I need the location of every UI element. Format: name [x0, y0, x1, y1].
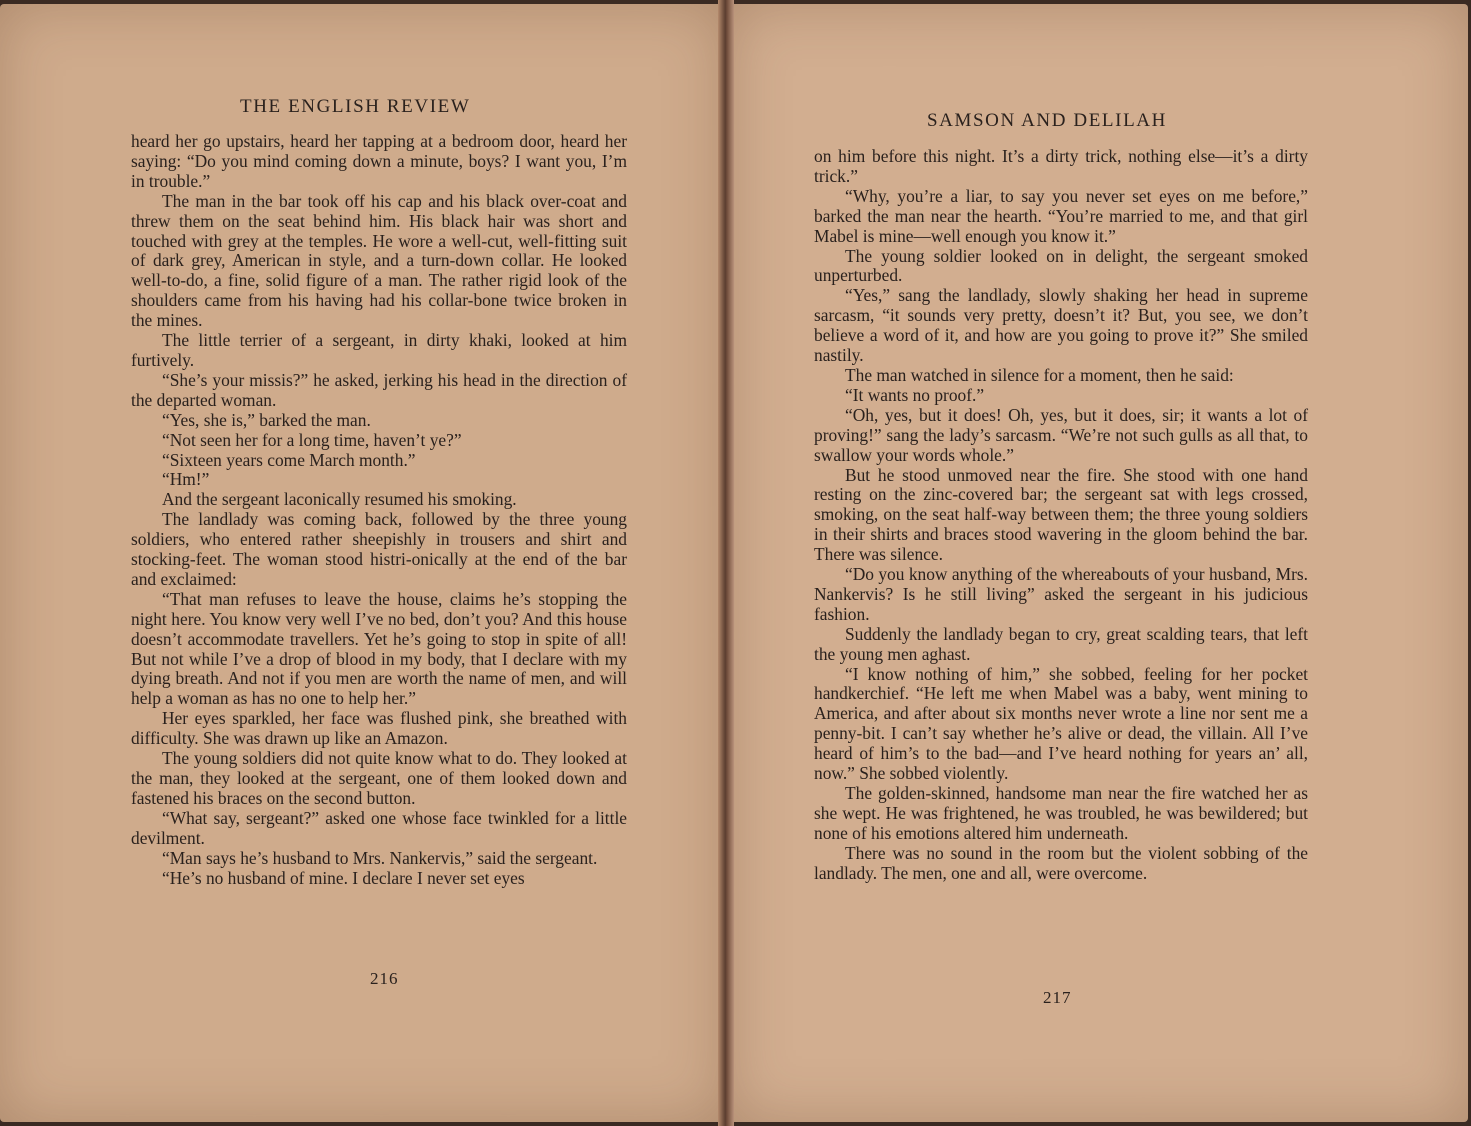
right-running-head: SAMSON AND DELILAH [927, 110, 1167, 131]
paragraph: “Yes, she is,” barked the man. [162, 409, 371, 430]
paragraph: “It wants no proof.” [845, 384, 985, 405]
paragraph: “Oh, yes, but it does! Oh, yes, but it does, sir; it wants a lot of proving!” sang the lady’s sarcasm. “We’re not such gulls as all that, to swallow your words whole.” [814, 404, 1308, 465]
paragraph: The young soldier looked on in delight, the sergeant smoked unperturbed. [814, 245, 1308, 286]
left-page-text [131, 132, 627, 888]
paragraph: The landlady was coming back, followed by the three young soldiers, who entered rather sheepishly in trousers and shirt and stocking-feet. The woman stood histri-onically at the end of the bar and exclaimed: [131, 509, 627, 589]
left-page-number: 216 [370, 969, 399, 988]
paragraph: The young soldiers did not quite know what to do. They looked at the man, they looked at the sergeant, one of them looked down and fastened his braces on the second button. [131, 748, 627, 808]
paragraph: The man in the bar took off his cap and his black over-coat and threw them on the seat behind him. His black hair was short and touched with grey at the temples. He wore a well-cut, well-fitting suit of dark grey, American in style, and a turn-down collar. He looked well-to-do, a fine, solid figure of a man. The rather rigid look of the shoulders came from his having had his collar-bone twice broken in the mines. [131, 190, 627, 331]
paragraph: heard her go upstairs, heard her tapping at a bedroom door, heard her saying: “Do you mind coming down a minute, boys? I want you, I’m in trouble.” [131, 131, 627, 191]
paragraph: The man watched in silence for a moment, then he said: [845, 364, 1234, 385]
paragraph: “That man refuses to leave the house, claims he’s stopping the night here. You know very well I’ve no bed, don’t you? And this house doesn’t accommodate travellers. Yet he’s going to stop in spite of all! But not while I’ve a drop of blood in my body, that I declare with my dying breath. And not if you men are worth the name of men, and will help a woman as has no one to help her.” [131, 588, 627, 709]
paragraph: “Sixteen years come March month.” [162, 449, 416, 470]
paragraph: The golden-skinned, handsome man near the fire watched her as she wept. He was frightened, he was troubled, he was bewildered; but none of his emotions altered him underneath. [814, 783, 1308, 843]
paragraph: on him before this night. It’s a dirty trick, nothing else—it’s a dirty trick.” [814, 146, 1308, 186]
paragraph: “Man says he’s husband to Mrs. Nankervis,” said the sergeant. [162, 847, 598, 868]
paragraph: “Not seen her for a long time, haven’t ye?” [162, 429, 462, 450]
right-page-text [814, 147, 1308, 884]
paragraph: “Hm!” [162, 469, 210, 490]
book-gutter [718, 0, 734, 1126]
paragraph: Her eyes sparkled, her face was flushed pink, she breathed with difficulty. She was drawn up like an Amazon. [131, 708, 627, 749]
paragraph: The little terrier of a sergeant, in dirty khaki, looked at him furtively. [131, 330, 627, 370]
paragraph: “Why, you’re a liar, to say you never set eyes on me before,” barked the man near the hearth. “You’re married to me, and that girl Mabel is mine—well enough you know it.” [814, 185, 1308, 246]
paragraph: “Yes,” sang the landlady, slowly shaking her head in supreme sarcasm, “it sounds very pretty, doesn’t it? But, you see, we don’t believe a word of it, and how are you going to prove it?” She smiled nastily. [814, 285, 1308, 366]
paragraph: “Do you know anything of the whereabouts of your husband, Mrs. Nankervis? Is he still living” asked the sergeant in his judicious fashion. [814, 564, 1308, 624]
left-running-head: THE ENGLISH REVIEW [240, 96, 471, 117]
paragraph: “She’s your missis?” he asked, jerking his head in the direction of the departed woman. [131, 369, 627, 410]
paragraph: “What say, sergeant?” asked one whose face twinkled for a little devilment. [131, 807, 627, 848]
left-page [0, 4, 724, 1122]
right-page [730, 4, 1468, 1122]
paragraph: “He’s no husband of mine. I declare I never set eyes [162, 867, 525, 888]
paragraph: But he stood unmoved near the fire. She stood with one hand resting on the zinc-covered bar; the sergeant sat with legs crossed, smoking, on the seat half-way between them; the three young soldiers in their shirts and braces stood wavering in the gloom behind the bar. There was silence. [814, 464, 1308, 565]
right-page-number: 217 [1043, 988, 1072, 1007]
paragraph: There was no sound in the room but the violent sobbing of the landlady. The men, one and all, were overcome. [814, 842, 1308, 883]
paragraph: And the sergeant laconically resumed his smoking. [162, 489, 517, 510]
paragraph: Suddenly the landlady began to cry, great scalding tears, that left the young men aghast. [814, 623, 1308, 664]
paragraph: “I know nothing of him,” she sobbed, feeling for her pocket handkerchief. “He left me when Mabel was a baby, went mining to America, and after about six months never wrote a line nor sent me a penny-bit. I can’t say whether he’s alive or dead, the villain. All I’ve heard of him’s to the bad—and I’ve heard nothing for years an’ all, now.” She sobbed violently. [814, 663, 1308, 784]
